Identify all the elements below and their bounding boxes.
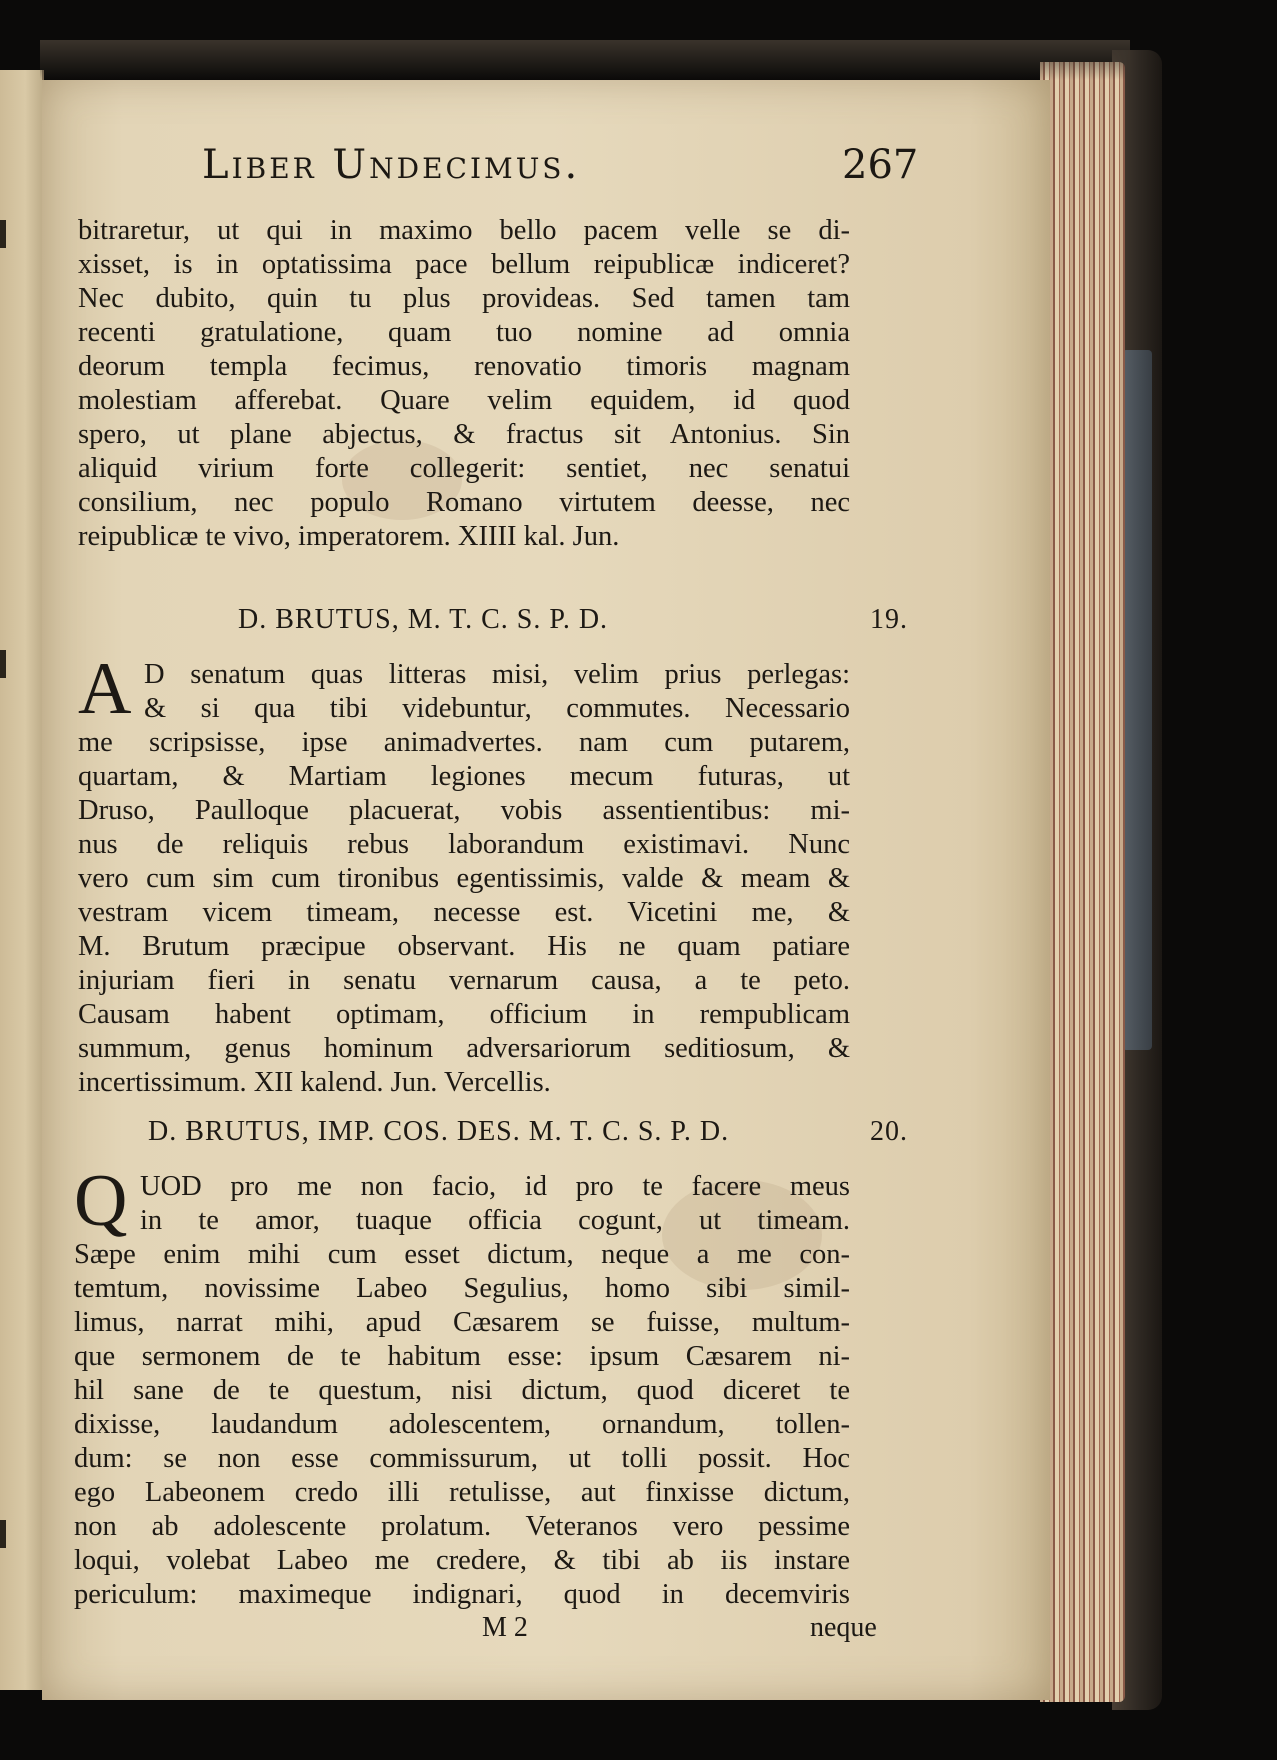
page-stack-edge: [1040, 62, 1125, 1702]
text-line: reipublicæ te vivo, imperatorem. XIIII kal. Jun.: [78, 521, 620, 552]
text-line: consilium, nec populo Romano virtutem deesse, nec: [78, 487, 850, 518]
text-line: D senatum quas litteras misi, velim prius perlegas:: [144, 659, 850, 690]
text-line: Sæpe enim mihi cum esset dictum, neque a me con-: [74, 1239, 850, 1270]
text-line: ego Labeonem credo illi retulisse, aut finxisse dictum,: [74, 1477, 850, 1508]
text-line: loqui, volebat Labeo me credere, & tibi ab iis instare: [74, 1545, 850, 1576]
text-line: vero cum sim cum tironibus egentissimis, valde & meam &: [78, 863, 850, 894]
dropcap-block: [78, 648, 850, 730]
text-line: me scripsisse, ipse animadvertes. nam cum putarem,: [78, 727, 850, 758]
facing-page-edge: [0, 70, 44, 1690]
text-line: M. Brutum præcipue observant. His ne quam patiare: [78, 931, 850, 962]
text-line: quartam, & Martiam legiones mecum futuras, ut: [78, 761, 850, 792]
letter-heading-text: D. BRUTUS, IMP. COS. DES. M. T. C. S. P. D.: [148, 1116, 730, 1147]
text-line: dum: se non esse commissurum, ut tolli possit. Hoc: [74, 1443, 850, 1474]
text-line: incertissimum. XII kalend. Jun. Vercellis.: [78, 1067, 551, 1098]
text-line: summum, genus hominum adversariorum seditiosum, &: [78, 1033, 850, 1064]
text-line: Causam habent optimam, officium in rempublicam: [78, 999, 850, 1030]
text-line: xisset, is in optatissima pace bellum reipublicæ indiceret?: [78, 249, 850, 280]
letter-19-heading: [238, 604, 908, 642]
facing-page-mark: [0, 1520, 6, 1548]
text-line: non ab adolescente prolatum. Veteranos vero pessime: [74, 1511, 850, 1542]
letter-number: 20.: [870, 1116, 908, 1147]
book-page: [42, 80, 1050, 1700]
letter-heading-text: D. BRUTUS, M. T. C. S. P. D.: [238, 604, 609, 635]
text-line: temtum, novissime Labeo Segulius, homo sibi simil-: [74, 1273, 850, 1304]
letter-20-body: [74, 1160, 850, 1612]
letter-20-heading: [148, 1116, 908, 1154]
letter-19-body: [78, 648, 850, 1100]
dropcap-letter: Q: [74, 1160, 128, 1242]
signature-mark: M 2: [482, 1612, 528, 1643]
text-line: molestiam afferebat. Quare velim equidem, id quod: [78, 385, 850, 416]
text-line: recenti gratulatione, quam tuo nomine ad omnia: [78, 317, 850, 348]
facing-page-mark: [0, 220, 6, 248]
text-line: Nec dubito, quin tu plus provideas. Sed tamen tam: [78, 283, 850, 314]
letter-number: 19.: [870, 604, 908, 635]
text-line: periculum: maximeque indignari, quod in decemviris: [74, 1579, 850, 1610]
text-line: hil sane de te questum, nisi dictum, quod diceret te: [74, 1375, 850, 1406]
paragraph-continuation: [78, 214, 850, 554]
text-line: spero, ut plane abjectus, & fractus sit Antonius. Sin: [78, 419, 850, 450]
text-line: deorum templa fecimus, renovatio timoris magnam: [78, 351, 850, 382]
page-number: 267: [842, 142, 919, 188]
catchword: neque: [810, 1612, 877, 1643]
text-line: que sermonem de te habitum esse: ipsum Cæsarem ni-: [74, 1341, 850, 1372]
text-line: dixisse, laudandum adolescentem, ornandum, tollen-: [74, 1409, 850, 1440]
facing-page-mark: [0, 650, 6, 678]
text-line: & si qua tibi videbuntur, commutes. Necessario: [144, 693, 850, 724]
text-line: vestram vicem timeam, necesse est. Vicetini me, &: [78, 897, 850, 928]
text-line: bitraretur, ut qui in maximo bello pacem velle se di-: [78, 215, 850, 246]
running-head: Liber Undecimus.: [202, 142, 581, 188]
text-line: UOD pro me non facio, id pro te facere meus: [140, 1171, 850, 1202]
text-line: in te amor, tuaque officia cogunt, ut timeam.: [140, 1205, 850, 1236]
text-line: limus, narrat mihi, apud Cæsarem se fuisse, multum-: [74, 1307, 850, 1338]
text-line: nus de reliquis rebus laborandum existimavi. Nunc: [78, 829, 850, 860]
dropcap-letter: A: [78, 648, 132, 730]
top-shadow: [40, 40, 1130, 80]
cover-wear-patch: [1122, 350, 1152, 1050]
text-line: injuriam fieri in senatu vernarum causa, a te peto.: [78, 965, 850, 996]
text-line: Druso, Paulloque placuerat, vobis assentientibus: mi-: [78, 795, 850, 826]
dropcap-block: [74, 1160, 850, 1242]
text-line: aliquid virium forte collegerit: sentiet, nec senatui: [78, 453, 850, 484]
